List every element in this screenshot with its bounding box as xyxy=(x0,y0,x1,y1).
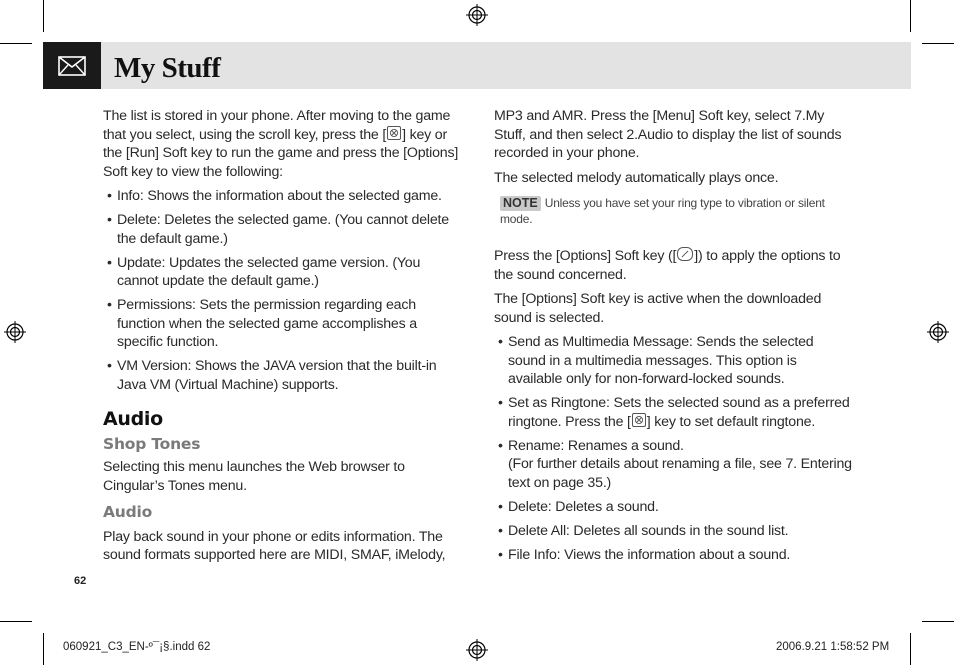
list-item xyxy=(103,211,463,248)
bullet: • xyxy=(498,498,503,515)
shop-tones-heading: Shop Tones xyxy=(103,434,201,453)
audio-heading: Audio xyxy=(103,408,163,430)
right-para-4: The [Options] Soft key is active when the downloaded sound is selected. xyxy=(494,291,822,326)
bullet: • xyxy=(107,188,112,204)
header-icon-box xyxy=(43,42,101,89)
list-item-text: Delete: Deletes the selected game. (You cannot delete the default game.) xyxy=(117,212,449,247)
list-item-text: Permissions: Sets the permission regarding each function when the selected game accomplishes a specific function. xyxy=(117,297,417,350)
list-item xyxy=(103,187,463,206)
ok-key-icon xyxy=(632,413,646,427)
list-item xyxy=(103,296,463,352)
registration-mark-icon xyxy=(466,639,488,661)
footer-timestamp: 2006.9.21 1:58:52 PM xyxy=(776,641,890,653)
audio-subheading: Audio xyxy=(103,503,153,521)
crop-mark xyxy=(43,0,44,32)
list-item-text: Update: Updates the selected game version. (You cannot update the default game.) xyxy=(117,254,421,289)
audio-text: Play back sound in your phone or edits information. The sound formats supported here are MIDI, SMAF, iMelody, xyxy=(103,528,446,563)
list-item-text: Delete All: Deletes all sounds in the sound list. xyxy=(508,522,789,539)
footer-filename: 060921_C3_EN-º¯¡§.indd 62 xyxy=(63,641,211,653)
intro-paragraph xyxy=(103,107,463,181)
soft-key-icon xyxy=(677,247,693,261)
bullet: • xyxy=(107,212,112,228)
crop-mark xyxy=(922,621,954,622)
list-item xyxy=(494,546,854,565)
right-para-3 xyxy=(494,247,854,284)
list-item-text: Delete: Deletes a sound. xyxy=(508,498,659,515)
para3-text-continued: ]) to apply the options to the sound concerned. xyxy=(494,248,841,283)
bullet: • xyxy=(107,254,112,271)
list-item xyxy=(494,522,854,541)
bullet: • xyxy=(498,437,503,454)
crop-mark xyxy=(910,0,911,32)
intro-text: The list is stored in your phone. After moving to the game that you select, using the scroll key, press the [ xyxy=(103,108,451,143)
left-column xyxy=(103,107,463,565)
list-item xyxy=(494,394,854,431)
shop-tones-text: Selecting this menu launches the Web browser to Cingular’s Tones menu. xyxy=(103,459,405,494)
crop-mark xyxy=(0,621,32,622)
registration-mark-icon xyxy=(927,321,949,343)
registration-mark-icon xyxy=(466,4,488,26)
game-options-list xyxy=(103,187,463,394)
bullet: • xyxy=(498,395,503,411)
list-item xyxy=(494,498,854,517)
note-box xyxy=(500,195,854,227)
list-item-text: Rename: Renames a sound. xyxy=(508,437,684,454)
bullet: • xyxy=(107,358,112,374)
list-item-text: Send as Multimedia Message: Sends the selected sound in a multimedia messages. This option is available only for non-forward-locked sounds. xyxy=(508,334,814,387)
page-number: 62 xyxy=(74,575,87,587)
bullet: • xyxy=(498,546,503,563)
scroll-key-icon xyxy=(387,126,401,140)
crop-mark xyxy=(43,633,44,665)
intro-text-continued: ] key or the [Run] Soft key to run the game and press the [Options] Soft key to view the following: xyxy=(103,126,459,180)
bullet: • xyxy=(498,334,503,350)
list-item-text: Set as Ringtone: Sets the selected sound as a preferred ringtone. Press the [ xyxy=(508,395,850,430)
right-para-2: The selected melody automatically plays once. xyxy=(494,169,779,186)
right-para-1: MP3 and AMR. Press the [Menu] Soft key, select 7.My Stuff, and then select 2.Audio to display the list of sounds recorded in your phone. xyxy=(494,108,842,161)
sound-options-list xyxy=(494,333,854,564)
list-item xyxy=(494,437,854,493)
list-item-text: Info: Shows the information about the selected game. xyxy=(117,188,442,204)
list-item-text: ] key to set default ringtone. xyxy=(646,413,816,430)
list-item xyxy=(103,254,463,291)
list-item xyxy=(103,357,463,394)
right-column xyxy=(494,107,854,570)
envelope-icon xyxy=(58,56,86,76)
note-label: NOTE xyxy=(500,196,541,211)
para3-text: Press the [Options] Soft key ([ xyxy=(494,248,677,264)
list-item-text: (For further details about renaming a file, see 7. Entering text on page 35.) xyxy=(508,456,852,491)
page-title: My Stuff xyxy=(114,52,221,84)
note-text: Unless you have set your ring type to vibration or silent mode. xyxy=(500,196,825,226)
list-item-text: File Info: Views the information about a sound. xyxy=(508,546,791,563)
registration-mark-icon xyxy=(4,321,26,343)
crop-mark xyxy=(910,633,911,665)
list-item-text: VM Version: Shows the JAVA version that the built-in Java VM (Virtual Machine) supports. xyxy=(117,358,437,393)
bullet: • xyxy=(107,297,112,313)
list-item xyxy=(494,333,854,389)
bullet: • xyxy=(498,522,503,539)
crop-mark xyxy=(0,43,32,44)
crop-mark xyxy=(922,43,954,44)
